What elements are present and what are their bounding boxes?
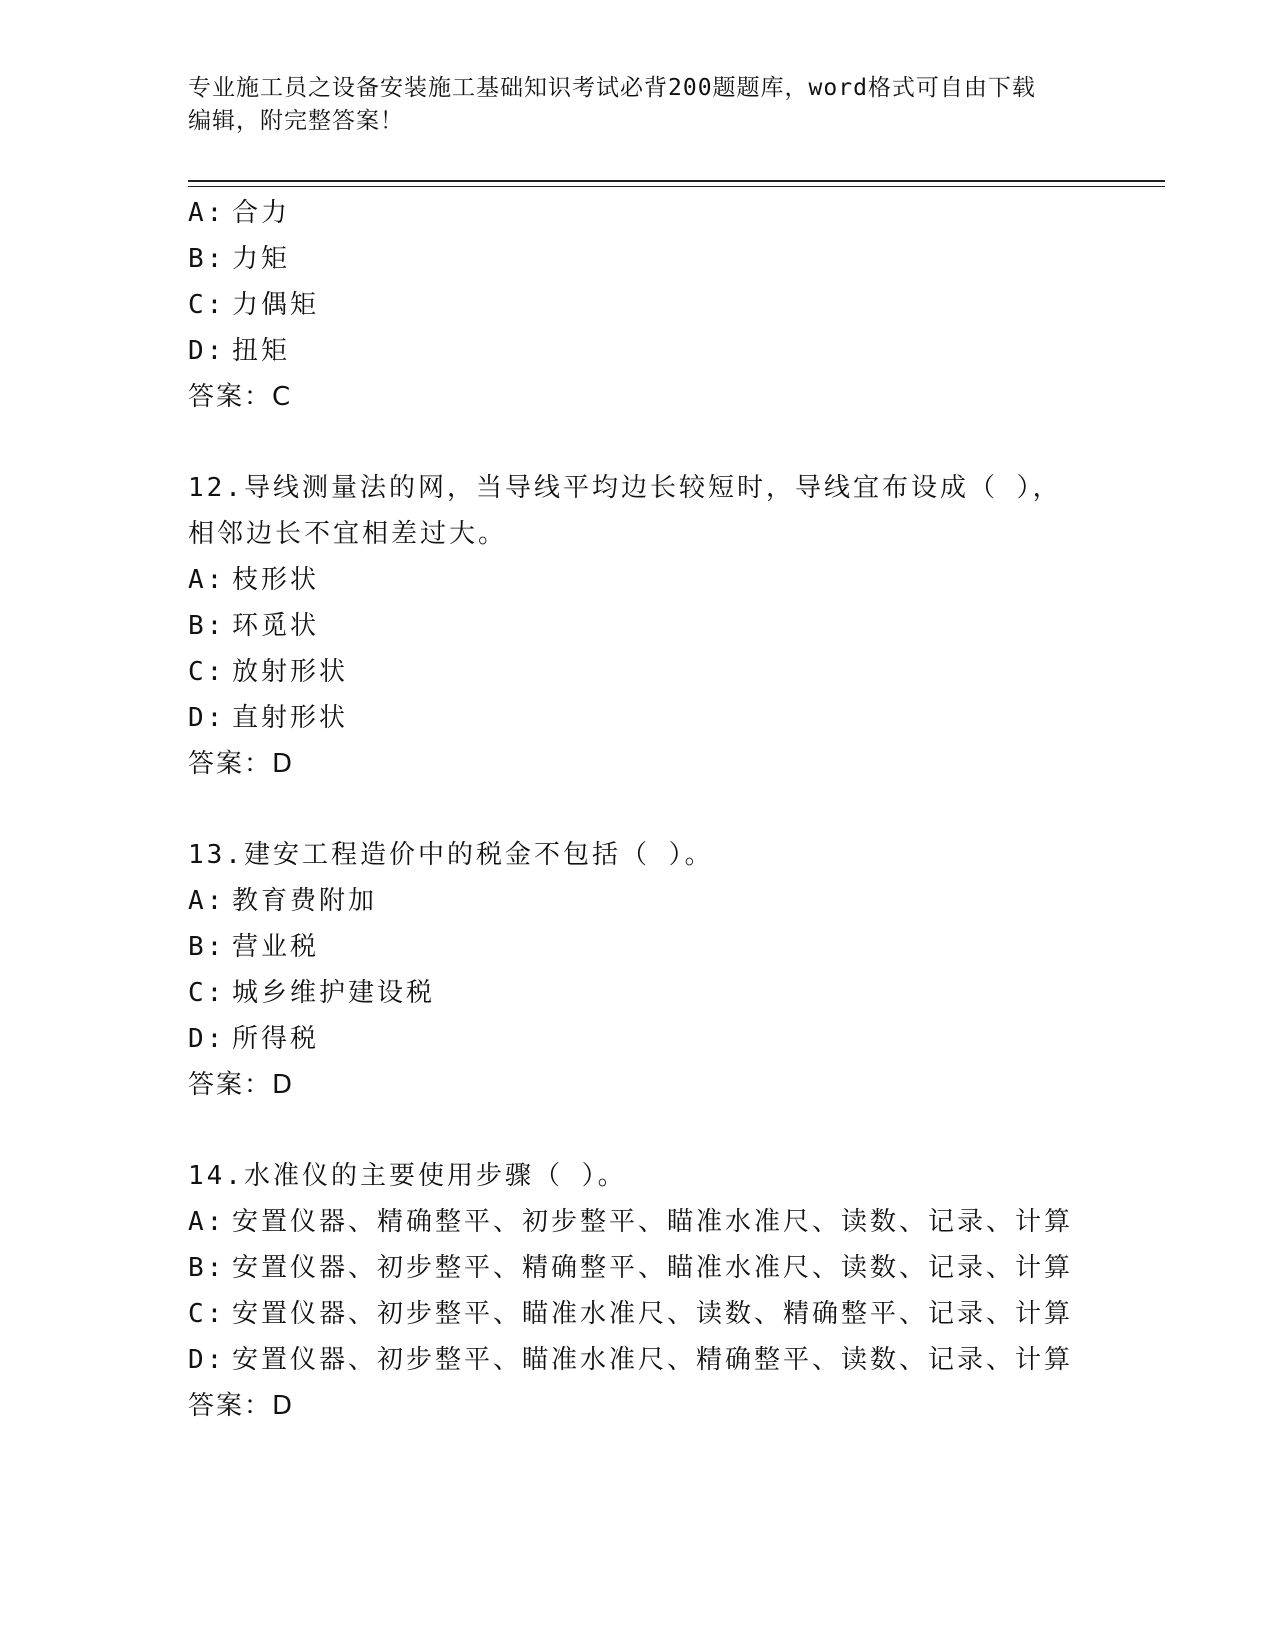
option-key: D: — [188, 703, 226, 733]
option-text: 安置仪器、初步整平、精确整平、瞄准水准尺、读数、记录、计算 — [232, 1253, 1074, 1283]
answer-line: 答案：D — [188, 1070, 295, 1100]
option-key: B: — [188, 1253, 226, 1283]
option-a — [188, 557, 1178, 603]
option-text: 力矩 — [232, 244, 291, 274]
option-text: 合力 — [232, 198, 291, 228]
option-d — [188, 1337, 1178, 1383]
question-14 — [188, 1153, 1178, 1429]
option-text: 教育费附加 — [232, 886, 378, 916]
option-key: A: — [188, 198, 226, 228]
option-text: 枝形状 — [232, 565, 320, 595]
option-key: C: — [188, 1299, 226, 1329]
header-divider-thick — [188, 180, 1165, 182]
option-a — [188, 190, 1178, 236]
option-text: 放射形状 — [232, 657, 349, 687]
question-spacer — [188, 1108, 1178, 1153]
option-text: 安置仪器、初步整平、瞄准水准尺、读数、精确整平、记录、计算 — [232, 1299, 1074, 1329]
option-c — [188, 649, 1178, 695]
option-a — [188, 878, 1178, 924]
option-d — [188, 695, 1178, 741]
option-text: 直射形状 — [232, 703, 349, 733]
question-stem: 12.导线测量法的网，当导线平均边长较短时，导线宜布设成（ ）， — [188, 473, 1062, 503]
answer-line: 答案：D — [188, 1391, 295, 1421]
option-key: D: — [188, 1024, 226, 1054]
option-key: D: — [188, 336, 226, 366]
option-b — [188, 1245, 1178, 1291]
option-key: B: — [188, 244, 226, 274]
answer-line: 答案：D — [188, 749, 295, 779]
header-title-line2: 编辑，附完整答案！ — [188, 108, 404, 134]
option-key: C: — [188, 978, 226, 1008]
option-b — [188, 924, 1178, 970]
option-c — [188, 282, 1178, 328]
option-c — [188, 970, 1178, 1016]
option-text: 安置仪器、初步整平、瞄准水准尺、精确整平、读数、记录、计算 — [232, 1345, 1074, 1375]
option-key: A: — [188, 1207, 226, 1237]
option-c — [188, 1291, 1178, 1337]
option-b — [188, 603, 1178, 649]
question-stem: 13.建安工程造价中的税金不包括（ ）。 — [188, 840, 714, 870]
option-key: B: — [188, 932, 226, 962]
header-title-line1: 专业施工员之设备安装施工基础知识考试必背200题题库，word格式可自由下载 — [188, 75, 1036, 101]
option-key: B: — [188, 611, 226, 641]
option-key: C: — [188, 290, 226, 320]
question-11 — [188, 190, 1178, 420]
option-b — [188, 236, 1178, 282]
option-a — [188, 1199, 1178, 1245]
option-text: 城乡维护建设税 — [232, 978, 436, 1008]
option-d — [188, 328, 1178, 374]
question-spacer — [188, 420, 1178, 465]
option-key: A: — [188, 886, 226, 916]
option-text: 扭矩 — [232, 336, 291, 366]
answer-line: 答案：C — [188, 382, 293, 412]
option-text: 力偶矩 — [232, 290, 320, 320]
question-list — [188, 190, 1178, 1429]
question-13 — [188, 832, 1178, 1108]
option-key: A: — [188, 565, 226, 595]
question-spacer — [188, 787, 1178, 832]
question-12 — [188, 465, 1178, 787]
option-d — [188, 1016, 1178, 1062]
option-key: D: — [188, 1345, 226, 1375]
document-header — [188, 72, 1088, 138]
option-text: 营业税 — [232, 932, 320, 962]
option-text: 安置仪器、精确整平、初步整平、瞄准水准尺、读数、记录、计算 — [232, 1207, 1074, 1237]
question-stem-continued: 相邻边长不宜相差过大。 — [188, 519, 508, 549]
option-text: 所得税 — [232, 1024, 320, 1054]
option-key: C: — [188, 657, 226, 687]
header-divider-thin — [188, 186, 1165, 187]
question-stem: 14.水准仪的主要使用步骤（ ）。 — [188, 1161, 627, 1191]
option-text: 环觅状 — [232, 611, 320, 641]
